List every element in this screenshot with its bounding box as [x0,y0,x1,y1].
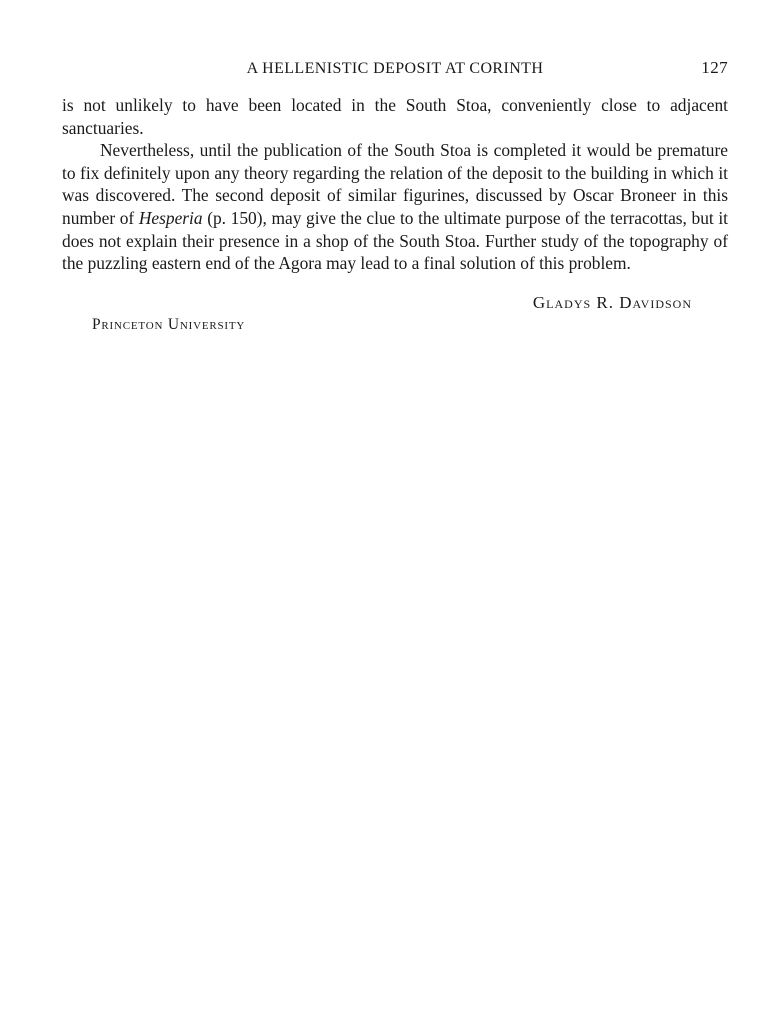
journal-title-italic: Hesperia [138,207,203,228]
running-title: A HELLENISTIC DEPOSIT AT CORINTH [246,60,544,77]
author-affiliation: Princeton University [92,315,246,333]
paragraph-1: is not unlikely to have been located in the South Stoa, conveniently close to adjacent sanctuaries. [62,95,728,138]
running-head [62,58,728,82]
author-signature: Gladys R. Davidson [532,292,692,312]
paragraph-2-text-a: Nevertheless, until the publication of the South Stoa is completed it would be premature to fix definitely upon any theory regarding the relation of the deposit to the building in which it was discovered. The second deposit of similar figurines, discussed by Oscar Broneer in this number of [62,140,728,228]
paragraph-2-text-b: (p. 150), may give the clue to the ultimate purpose of the terracottas, but it does not explain their presence in a shop of the South Stoa. Further study of the topography of the puzzling eastern end of the Agora may lead to a final solution of this problem. [62,207,728,274]
body-text [62,94,728,275]
page-number: 127 [701,58,728,77]
document-page [62,58,728,334]
paragraph-2 [62,139,728,275]
